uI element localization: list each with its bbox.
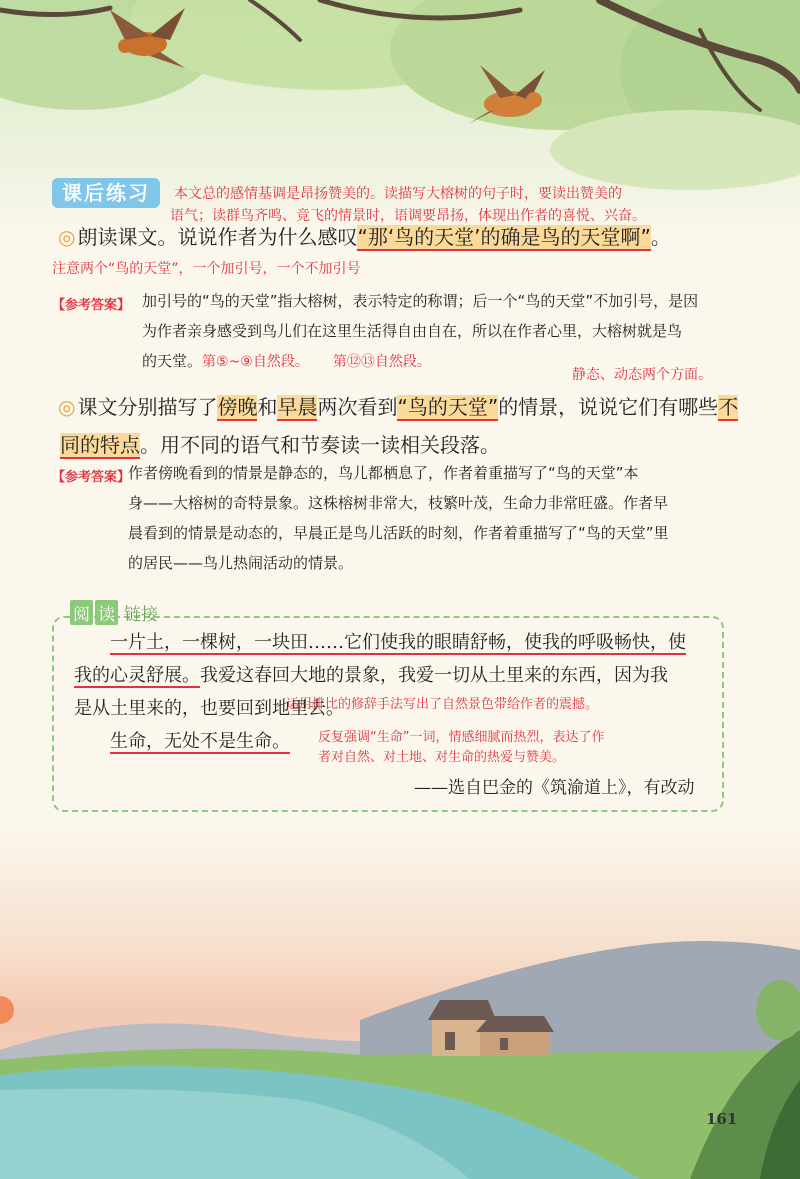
passage-life: 生命，无处不是生命。 xyxy=(110,731,290,752)
bullet-icon: ◎ xyxy=(58,225,76,249)
question-1 xyxy=(58,218,738,256)
reading-link-label xyxy=(70,600,158,625)
q2-text-h: 不 xyxy=(718,395,739,419)
annotation-paragraphs-evening: 第⑤~⑨自然段。 xyxy=(202,354,309,370)
q1-suffix: 。 xyxy=(650,225,671,249)
annotation-quote-marks: 注意两个“鸟的天堂”，一个加引号，一个不加引号 xyxy=(52,261,361,277)
answer-2-line4: 的居民——鸟儿热闹活动的情景。 xyxy=(128,554,354,572)
reading-label-rest: 链接 xyxy=(124,605,158,625)
annotation-tone-line2: 语气；读群鸟齐鸣、竞飞的情景时，语调要昂扬，体现出作者的喜悦、兴奋。 xyxy=(170,208,646,224)
answer-2-line3: 晨看到的情景是动态的，早晨正是鸟儿活跃的时刻，作者着重描写了“鸟的天堂”里 xyxy=(128,524,669,542)
passage-line2b: 我爱这春回大地的景象，我爱一切从土里来的东西，因为我 xyxy=(200,665,668,686)
q1-prefix: 朗读课文。说说作者为什么感叹 xyxy=(77,225,358,249)
answer-2-line2: 身——大榕树的奇特景象。这株榕树非常大，枝繁叶茂，生命力非常旺盛。作者早 xyxy=(128,494,669,512)
annotation-paragraphs-morning: 第⑫⑬自然段。 xyxy=(332,354,431,370)
q2-evening: 傍晚 xyxy=(217,395,258,419)
answer-1-line3: 的天堂。 xyxy=(142,352,203,370)
answer-1-line2: 为作者亲身感受到鸟儿们在这里生活得自由自在，所以在作者心里，大榕树就是鸟 xyxy=(142,322,683,340)
section-label-exercises: 课后练习 xyxy=(52,178,160,208)
annotation-life-line1: 反复强调“生命”一词，情感细腻而热烈，表达了作 xyxy=(318,730,605,745)
q2-different-features: 同的特点 xyxy=(60,433,140,457)
passage-line2a: 我的心灵舒展。 xyxy=(74,665,200,686)
answer-tag-1: 【参考答案】 xyxy=(52,298,131,313)
answer-2-line1: 作者傍晚看到的情景是静态的，鸟儿都栖息了，作者着重描写了“鸟的天堂”本 xyxy=(128,464,639,482)
answer-2 xyxy=(128,458,738,578)
q1-quote: “那‘鸟的天堂’的确是鸟的天堂啊” xyxy=(357,225,651,249)
q2-text-e: 两次看到 xyxy=(317,395,398,419)
reading-label-char1: 阅 xyxy=(70,600,93,625)
question-2 xyxy=(58,388,748,464)
reading-label-char2: 读 xyxy=(95,600,118,625)
passage-line1: 一片土，一棵树，一块田……它们使我的眼睛舒畅，使我的呼吸畅快，使 xyxy=(110,632,686,653)
answer-tag-2: 【参考答案】 xyxy=(52,470,131,485)
annotation-life xyxy=(318,728,718,768)
q2-text-c: 和 xyxy=(257,395,278,419)
q2-text-line2: 。用不同的语气和节奏读一读相关段落。 xyxy=(140,433,500,457)
annotation-life-line2: 者对自然、对土地、对生命的热爱与赞美。 xyxy=(318,750,566,765)
q2-morning: 早晨 xyxy=(277,395,318,419)
annotation-tone-line1: 本文总的感情基调是昂扬赞美的。读描写大榕树的句子时，要读出赞美的 xyxy=(174,186,622,202)
page-number: 161 xyxy=(706,1110,738,1128)
annotation-parallelism: 运用排比的修辞手法写出了自然景色带给作者的震撼。 xyxy=(286,697,599,712)
passage-line3: 是从土里来的，也要回到地里去。 xyxy=(74,698,344,719)
answer-1-line1: 加引号的“鸟的天堂”指大榕树，表示特定的称谓；后一个“鸟的天堂”不加引号，是因 xyxy=(142,292,699,310)
annotation-static-dynamic: 静态、动态两个方面。 xyxy=(572,367,712,383)
q2-bird-paradise: “鸟的天堂” xyxy=(397,395,499,419)
passage-source: ——选自巴金的《筑渝道上》，有改动 xyxy=(414,778,695,798)
q2-text-g: 的情景，说说它们有哪些 xyxy=(498,395,719,419)
bullet-icon: ◎ xyxy=(58,395,76,419)
q2-text-a: 课文分别描写了 xyxy=(77,395,218,419)
